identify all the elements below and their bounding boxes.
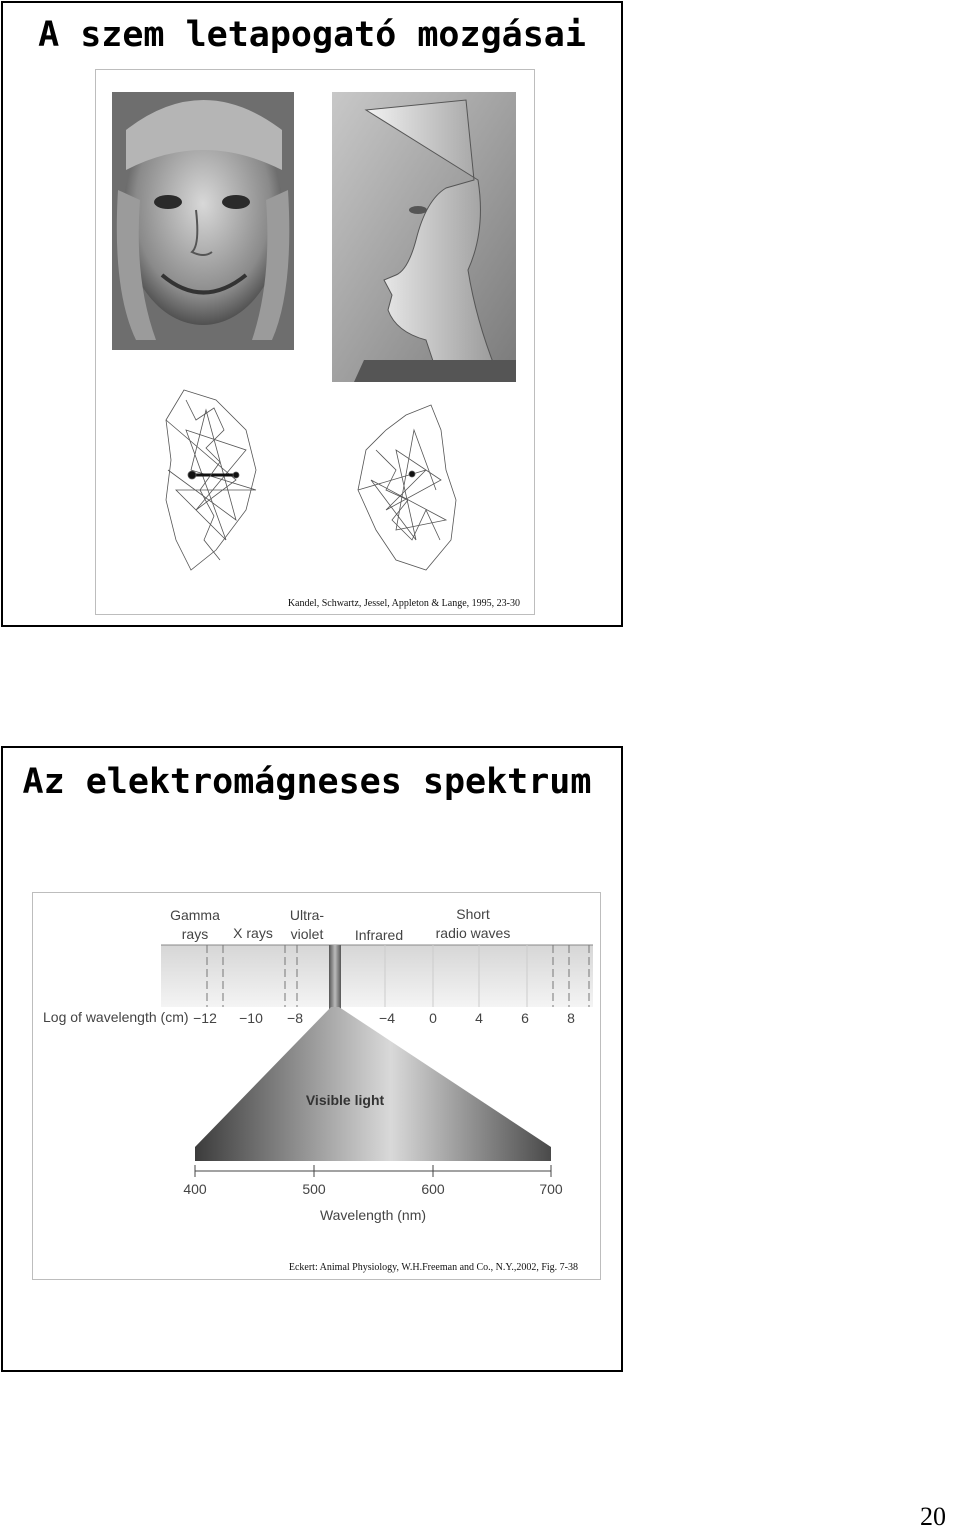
nm-tick: 400 [183, 1181, 207, 1197]
nm-tick: 500 [302, 1181, 326, 1197]
visible-light-label: Visible light [305, 1092, 385, 1108]
nm-ticks [183, 1181, 563, 1197]
band-infrared-line1: Infrared [354, 927, 404, 943]
log-tick: −4 [379, 1010, 395, 1026]
citation: Kandel, Schwartz, Jessel, Appleton & Lange, 1995, 23-30 [287, 598, 520, 609]
log-tick: −10 [239, 1010, 263, 1026]
band-labels [170, 906, 510, 943]
eye-movement-figure-svg [96, 70, 534, 614]
spectrum-figure-svg [33, 893, 600, 1279]
nm-axis-label: Wavelength (nm) [319, 1207, 427, 1223]
nm-tick: 600 [421, 1181, 445, 1197]
log-tick: 4 [475, 1010, 483, 1026]
log-tick: 8 [567, 1010, 575, 1026]
band-xray-line1: X rays [233, 925, 273, 941]
nm-axis [195, 1165, 551, 1177]
log-tick: 6 [521, 1010, 529, 1026]
slide-title: Az elektromágneses spektrum [22, 762, 592, 802]
nefertiti-bust-photo [332, 92, 516, 382]
page-number: 20 [920, 1502, 946, 1531]
eye-movement-trace-face [166, 390, 256, 570]
eye-movement-trace-profile [358, 405, 456, 570]
slide-title: A szem letapogató mozgásai [38, 15, 586, 55]
log-tick: −12 [193, 1010, 217, 1026]
spectrum-figure [32, 892, 601, 1280]
band-gamma-line1: Gamma [170, 907, 220, 923]
band-radio-line2: radio waves [435, 925, 511, 941]
log-tick: 0 [429, 1010, 437, 1026]
slide-em-spectrum [1, 746, 623, 1372]
citation: Eckert: Animal Physiology, W.H.Freeman and Co., N.Y.,2002, Fig. 7-38 [288, 1262, 578, 1273]
log-axis-label: Log of wavelength (cm) [43, 1009, 189, 1025]
child-face-photo [112, 92, 294, 350]
band-uv-line1: Ultra- [289, 907, 325, 923]
band-radio-line1: Short [456, 906, 490, 922]
nm-tick: 700 [539, 1181, 563, 1197]
eye-movement-figure [95, 69, 535, 615]
log-ticks [193, 1010, 575, 1026]
band-gamma-line2: rays [181, 926, 209, 942]
log-tick: −8 [287, 1010, 303, 1026]
band-uv-line2: violet [290, 926, 324, 942]
slide-eye-movements [1, 1, 623, 627]
spectrum-strip [161, 945, 593, 1007]
